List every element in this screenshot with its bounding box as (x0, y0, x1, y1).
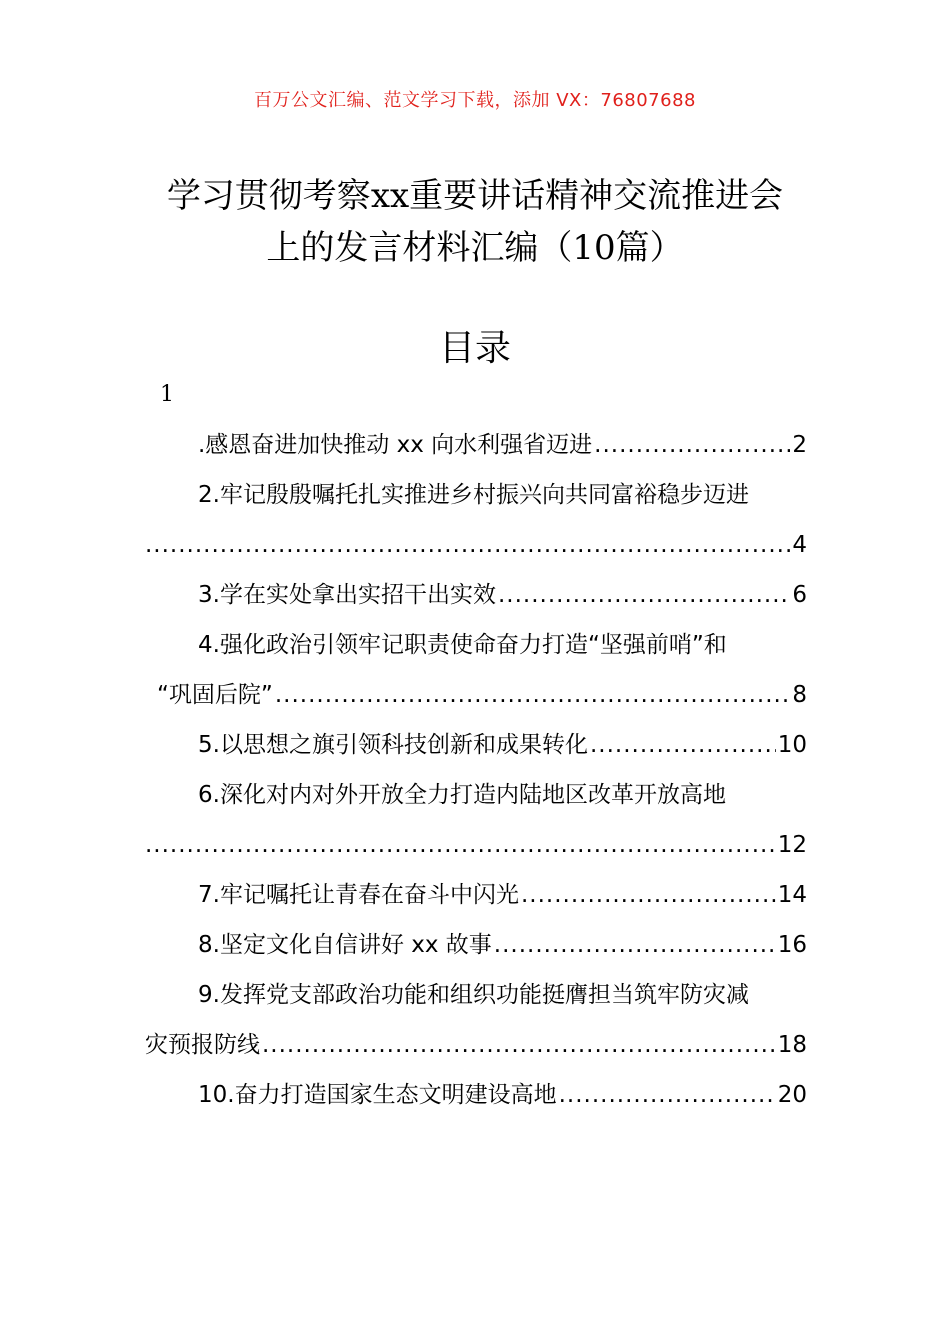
toc-entry-page: 16 (777, 932, 807, 958)
toc-entry-7[interactable] (145, 870, 807, 920)
toc-entry-2[interactable] (145, 470, 807, 520)
document-title-line-1: 学习贯彻考察xx重要讲话精神交流推进会 (166, 176, 784, 216)
table-of-contents (145, 420, 807, 1120)
toc-entry-9[interactable] (145, 970, 807, 1020)
document-title-line-2: 上的发言材料汇编（10篇） (266, 228, 684, 268)
stray-number: 1 (160, 382, 174, 407)
toc-entry-8[interactable] (145, 920, 807, 970)
toc-entry-6-continuation[interactable] (145, 820, 807, 870)
toc-entry-3[interactable] (145, 570, 807, 620)
toc-entry-9-continuation[interactable] (145, 1020, 807, 1070)
toc-entry-page: 10 (777, 732, 807, 758)
toc-leader-dots (559, 1070, 776, 1120)
toc-entry-title: 2.牢记殷殷嘱托扎实推进乡村振兴向共同富裕稳步迈进 (198, 482, 749, 508)
toc-entry-1[interactable] (145, 420, 807, 470)
toc-leader-dots (498, 570, 790, 620)
toc-entry-title: 5.以思想之旗引领科技创新和成果转化 (198, 732, 588, 758)
toc-entry-page: 4 (792, 532, 807, 558)
toc-entry-page: 18 (777, 1032, 807, 1058)
toc-entry-page: 6 (792, 582, 807, 608)
toc-entry-5[interactable] (145, 720, 807, 770)
toc-leader-dots (262, 1020, 776, 1070)
toc-entry-4-continuation[interactable] (145, 670, 807, 720)
toc-leader-dots (275, 670, 791, 720)
watermark-banner: 百万公文汇编、范文学习下载，添加 VX：76807688 (254, 90, 696, 111)
toc-leader-dots (145, 820, 776, 870)
toc-entry-title: 灾预报防线 (145, 1032, 260, 1058)
toc-entry-page: 12 (777, 832, 807, 858)
toc-entry-6[interactable] (145, 770, 807, 820)
toc-leader-dots (590, 720, 776, 770)
toc-entry-page: 2 (792, 432, 807, 458)
toc-entry-page: 20 (777, 1082, 807, 1108)
toc-entry-title: 3.学在实处拿出实招干出实效 (198, 582, 496, 608)
toc-entry-title: 10.奋力打造国家生态文明建设高地 (198, 1082, 557, 1108)
toc-entry-title: 7.牢记嘱托让青春在奋斗中闪光 (198, 882, 519, 908)
toc-leader-dots (494, 920, 776, 970)
toc-entry-2-continuation[interactable] (145, 520, 807, 570)
toc-leader-dots (145, 520, 790, 570)
toc-entry-page: 14 (777, 882, 807, 908)
toc-entry-10[interactable] (145, 1070, 807, 1120)
toc-leader-dots (594, 420, 790, 470)
toc-entry-title: 9.发挥党支部政治功能和组织功能挺膺担当筑牢防灾减 (198, 982, 749, 1008)
toc-entry-4[interactable] (145, 620, 807, 670)
toc-heading: 目录 (438, 328, 511, 369)
toc-entry-title: .感恩奋进加快推动 xx 向水利强省迈进 (198, 432, 593, 458)
toc-entry-title: 8.坚定文化自信讲好 xx 故事 (198, 932, 492, 958)
toc-entry-page: 8 (792, 682, 807, 708)
toc-leader-dots (521, 870, 776, 920)
toc-entry-title: 6.深化对内对外开放全力打造内陆地区改革开放高地 (198, 782, 726, 808)
toc-entry-title: 4.强化政治引领牢记职责使命奋力打造“坚强前哨”和 (198, 632, 727, 658)
toc-entry-title: “巩固后院” (157, 682, 273, 708)
